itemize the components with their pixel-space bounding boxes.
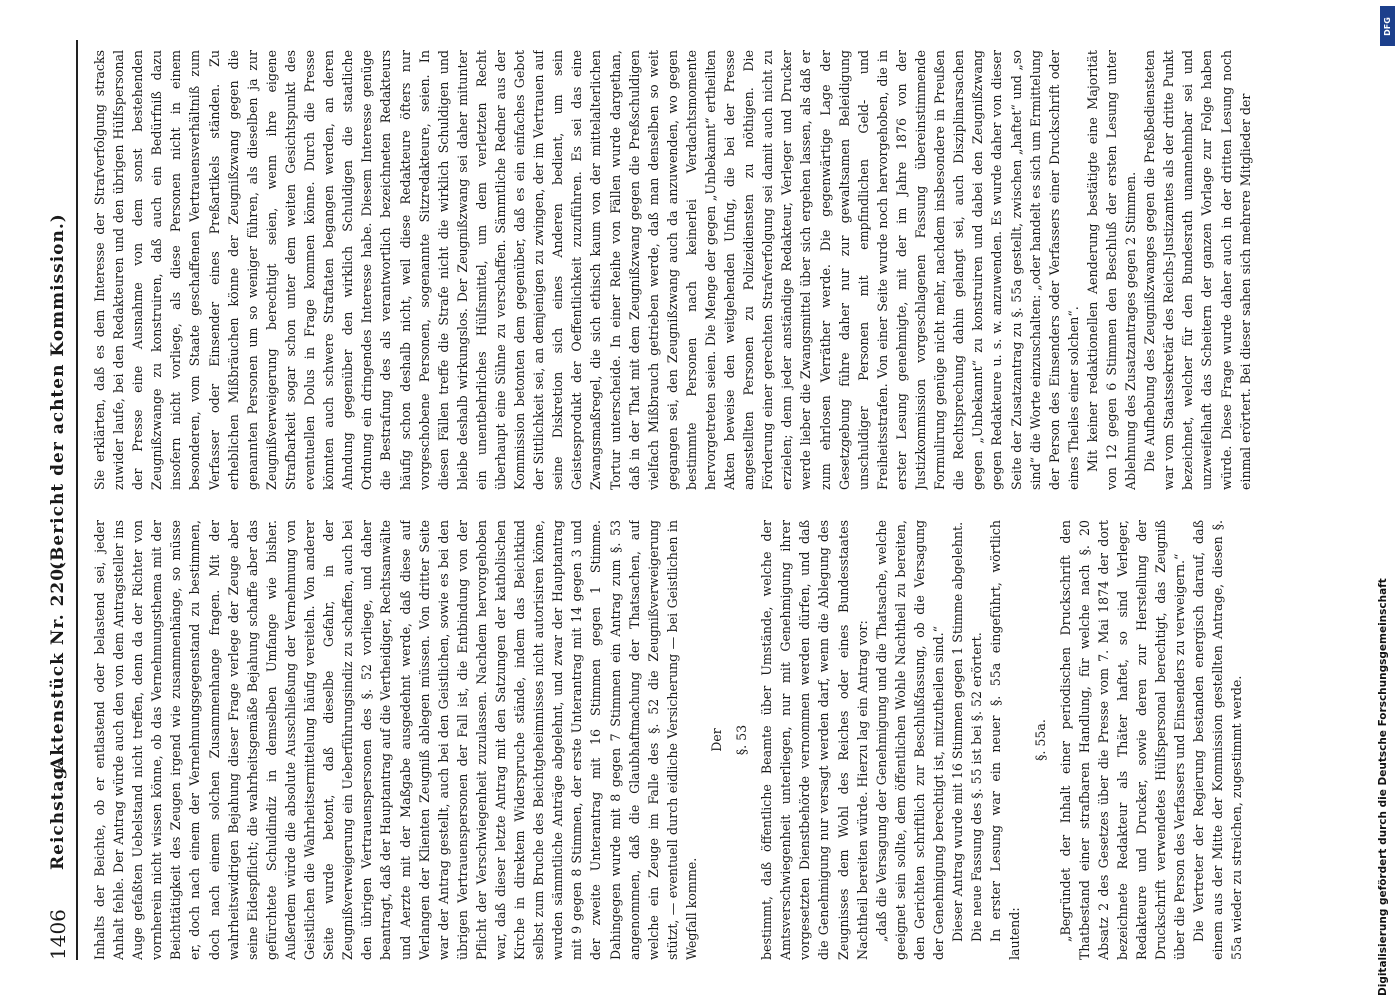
- paragraph: Die Aufhebung des Zeugnißzwanges gegen die Preßbediensteten war vom Staatssekretär des Reichs-Justizamtes als der dritte Punkt bezeichnet, welcher für den Bundesrath unannehmbar sei und unzweifelhaft das Scheitern der ganzen Vorlage zur Folge haben würde. Diese Frage wurde daher auch in der dritten Lesung noch einmal erörtert. Bei dieser sahen sich mehrere Mitglieder der: [1142, 50, 1253, 490]
- header-document-number: Aktenstück Nr. 220.: [48, 560, 68, 770]
- quote: „Begründet der Inhalt einer periodischen Druckschrift den Thatbestand einer strafbaren Handlung, für welche nach §. 20 Absatz 2 des Gesetzes über die Presse vom 7. Mai 1874 der dort bezeichnete Redakteur als Thäter haftet, so sind Verleger, Redakteure und Drucker, sowie deren zur Herstellung der Druckschrift verwendetes Hülfspersonal berechtigt, das Zeugniß über die Person des Verfassers und Einsenders zu verweigern.“: [1057, 520, 1188, 960]
- paragraph: Der: [709, 728, 724, 752]
- paragraph: Die Vertreter der Regierung bestanden energisch darauf, daß einem aus der Mitte der Kommission gestellten Antrage, diesen §. 55a wieder zu streichen, zugestimmt werde.: [1191, 520, 1245, 960]
- paragraph: Sie erklärten, daß es dem Interesse der Strafverfolgung stracks zuwider laufe, bei den Redakteuren und den übrigen Hülfspersonal der Presse eine Ausnahme von dem sonst bestehenden Zeugnißzwange zu konstruiren, daß auch ein Bedürfniß dazu insofern nicht vorliege, als diese Personen nicht in einem besonderen, vom Staate geschaffenen Vertrauensverhältniß zum Verfasser oder Einsender eines Preßartikels ständen. Zu erheblichen Mißbräuchen könne der Zeugnißzwang gegen die genannten Personen um so weniger führen, als dieselben ja zur Zeugnißverweigerung berechtigt seien, wenn ihre eigene Strafbarkeit sogar schon unter dem weiten Gesichtspunkt des eventuellen Dolus in Frage kommen könne. Durch die Presse könnten auch schwere Straftaten begangen werden, an deren Ahndung gegenüber den wirklich Schuldigen die staatliche Ordnung ein dringendes Interesse habe. Diesem Interesse genüge die Bestrafung des als verantwortlich bezeichneten Redakteurs häufig schon deshalb nicht, weil diese Redakteure öfters nur vorgeschobene Personen, sogenannte Sitzredakteure, seien. In diesen Fällen treffe die Strafe nicht die wirklich Schuldigen und bleibe deshalb wirkungslos. Der Zeugnißzwang sei daher mitunter ein unentbehrliches Hülfsmittel, um dem verletzten Recht überhaupt eine Sühne zu verschaffen. Sämmtliche Redner aus der Kommission betonten dem gegenüber, daß es ein einfaches Gebot der Sittlichkeit sei, an demjenigen zu zwingen, der im Vertrauen auf seine Diskretion sich eines Anderen bedient, um sein Geistesprodukt der Oeffentlichkeit zuzuführen. Es sei das eine Zwangsmaßregel, die sich ethisch kaum von der mittelalterlichen Tortur unterscheide. In einer Reihe von Fällen wurde dargethan, daß in der That mit dem Zeugnißzwang gegen die Preßschuldigen vielfach Mißbrauch getrieben werde, daß man denselben so weit gegangen sei, den Zeugnißzwang auch da anzuwenden, wo gegen bestimmte Personen nach keinerlei Verdachtsmomente hervorgetreten seien. Die Menge der gegen „Unbekannt“ ertheilten Akten beweise den weitgehenden Unfug, die bei der Presse angestellten Personen zu Polizeidiensten zu nöthigen. Die Förderung einer gerechten Strafverfolgung sei damit auch nicht zu erzielen; denn jeder anständige Redakteur, Verleger und Drucker werde lieber die Zwangsmittel über sich ergehen lassen, als daß er zum ehrlosen Verräther werde. Die gegenwärtige Lage der Gesetzgebung führe daher nur zur gewaltsamen Beleidigung unschuldiger Personen mit empfindlichen Geld- und Freiheitsstrafen. Von einer Seite wurde noch hervorgehoben, die in erster Lesung genehmigte, mit der im Jahre 1876 von der Justizkommission vorgeschlagenen Fassung übereinstimmende Formulirung genüge nicht mehr, nachdem insbesondere in Preußen die Rechtsprechung dahin gelangt sei, auch Disziplinarsachen gegen „Unbekannt“ zu konstruiren und dabei den Zeugnißzwang gegen Redakteure u. s. w. anzuwenden. Es wurde daher von dieser Seite der Zusatzantrag zu §. 55a gestellt, zwischen „haftet“ und „so sind“ die Worte einzuschalten: „oder handelt es sich um Ermittelung der Person des Einsenders oder Verfassers einer Druckschrift oder eines Theiles einer solchen“.: [92, 50, 1081, 490]
- header-report-title: (Bericht der achten Kommission.): [48, 213, 68, 570]
- section-heading: §. 55a.: [1032, 719, 1048, 761]
- right-column: [90, 50, 1330, 490]
- paragraph: Inhalts der Beichte, ob er entlastend oder belastend sei, jeder Anhalt fehle. Der Antrag würde auch den von dem Antragsteller ins Auge gefaßten Uebelstand nicht treffen, denn da der Richter von vornherein nicht wissen könne, ob das Vernehmungsthema mit der Beichttätigkeit des Zeugen irgend wie zusammenhänge, so müsse er, doch nach einem der Vernehmungsgegenstand zu bestimmen, doch nach einem solchen Zusammenhange fragen. Mit der wahrheitswidrigen Bejahung dieser Frage verlege der Zeuge aber seine Eidespflicht; die wahrheitsgemäße Bejahung schaffe aber das gefürchtete Schuldindiz in demselben Umfange wie bisher. Außerdem würde die absolute Ausschließung der Vernehmung von Geistlichen die Wahrheitsermittelung häufig vereiteln. Von anderer Seite wurde betont, daß dieselbe Gefahr, in der Zeugnißverweigerung ein Ueberführungsindiz zu schaffen, auch bei den übrigen Vertrauenspersonen des §. 52 vorliege, und daher beantragt, daß der Hauptantrag auf die Vertheidiger, Rechtsanwälte und Aerzte mit der Maßgabe ausgedehnt werde, daß diese auf Verlangen der Klienten Zeugniß ablegen müssen. Von dritter Seite war der Antrag gestellt, auch bei den Geistlichen, sowie es bei den übrigen Vertrauenspersonen der Fall ist, die Entbindung von der Pflicht der Verschwiegenheit zuzulassen. Nachdem hervorgehoben war, daß dieser letzte Antrag mit den Satzungen der katholischen Kirche in direktem Widerspruche stände, indem das Beichtkind selbst zum Bruche des Beichtgeheimnisses nicht autorisiren könne, wurden sämmtliche Anträge abgelehnt, und zwar der Hauptantrag mit 9 gegen 8 Stimmen, der erste Unterantrag mit 14 gegen 3 und der zweite Unterantrag mit 16 Stimmen gegen 1 Stimme. Dahingegen wurde mit 8 gegen 7 Stimmen ein Antrag zum §. 53 angenommen, daß die Glaubhaftmachung der Thatsachen, auf welche ein Zeuge im Falle des §. 52 die Zeugnißverweigerung stützt, — eventuell durch eidliche Versicherung — bei Geistlichen in Wegfall komme.: [92, 520, 699, 960]
- header-reichstag: Reichstag.: [48, 759, 68, 870]
- rotated-document: [40, 40, 1340, 960]
- paragraph: bestimmt, daß öffentliche Beamte über Umstände, welche der Amtsverschwiegenheit unterliegen, nur mit Genehmigung ihrer vorgesetzten Dienstbehörde vernommen werden dürfen, und daß die Genehmigung nur versagt werden darf, wenn die Ablegung des Zeugnisses dem Wohl des Reiches oder eines Bundesstaates Nachtheil bereiten würde. Hierzu lag ein Antrag vor:: [759, 520, 870, 960]
- quote: „daß die Versagung der Genehmigung und die Thatsache, welche geeignet sein sollte, dem öffentlichen Wohle Nachtheil zu bereiten, den Gerichten schriftlich zur Beschlußfassung, ob die Versagung der Genehmigung berechtigt ist, mitzutheilen sind.“: [873, 520, 947, 960]
- paragraph: Dieser Antrag wurde mit 16 Stimmen gegen 1 Stimme abgelehnt.: [950, 521, 966, 942]
- left-column: [90, 520, 1330, 960]
- paragraph: Mit keiner redaktionellen Aenderung bestätigte eine Majorität von 12 gegen 6 Stimmen den Beschluß der ersten Lesung unter Ablehnung des Zusatzantrages gegen 2 Stimmen.: [1084, 50, 1139, 490]
- dfg-logo: [1380, 6, 1395, 46]
- paragraph: Die neue Fassung des §. 55 ist bei §. 52 erörtert.: [969, 632, 985, 942]
- page-number: 1406: [46, 909, 70, 960]
- section-heading: §. 53: [734, 724, 750, 756]
- paragraph: In erster Lesung war ein neuer §. 55a eingeführt, wörtlich lautend:: [988, 520, 1023, 960]
- page-header: [40, 40, 78, 960]
- digitization-credit: Digitalisierung gefördert durch die Deutsche Forschungsgemeinschaft: [1377, 578, 1389, 996]
- dfg-logo-text: DFG: [1383, 16, 1393, 36]
